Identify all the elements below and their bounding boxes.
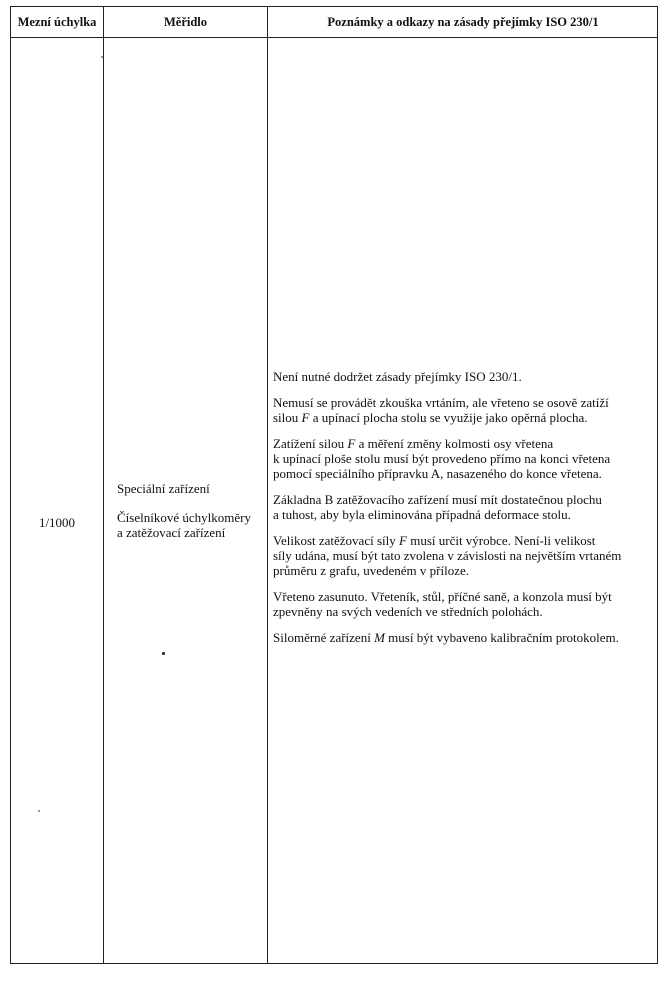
notes-column	[273, 369, 653, 656]
header-tolerance: Mezní úchylka	[17, 14, 97, 29]
header-measuring: Měřidlo	[163, 14, 208, 29]
scan-speck	[38, 810, 40, 812]
column-divider	[267, 7, 268, 963]
column-divider	[103, 7, 104, 963]
instrument-dial-gauges: Číselníkové úchylkoměry a zatěžovací zařízení	[117, 510, 251, 540]
scan-speck	[101, 56, 103, 58]
note-load-force: Velikost zatěžovací síly F musí určit výrobce. Není-li velikost síly udána, musí být tato zvolena v závislosti na největším vrtaném průměru z grafu, uvedeném v příloze.	[273, 533, 622, 578]
note-dynamometer: Siloměrné zařízení M musí být vybaveno kalibračním protokolem.	[273, 630, 619, 645]
note-iso: Není nutné dodržet zásady přejímky ISO 230/1.	[273, 369, 522, 384]
measuring-instruments	[117, 481, 262, 554]
inspection-table	[10, 6, 658, 964]
header-notes: Poznámky a odkazy na zásady přejímky ISO 230/1	[327, 14, 599, 29]
scan-speck	[162, 652, 165, 655]
note-load-measurement: Zatížení silou F a měření změny kolmosti osy vřetena k upínací ploše stolu musí být provedeno přímo na konci vřetena pomocí speciálního přípravku A, nasazeného do konce vřetena.	[273, 436, 611, 481]
note-axial-load: Nemusí se provádět zkouška vrtáním, ale vřeteno se osově zatíží silou F a upínací plocha stolu se využije jako opěrná plocha.	[273, 395, 609, 425]
note-base-b: Základna B zatěžovacího zařízení musí mít dostatečnou plochu a tuhost, aby byla eliminována případná deformace stolu.	[273, 492, 602, 522]
tolerance-value: 1/1000	[38, 515, 76, 530]
header-divider	[11, 37, 657, 38]
instrument-special-device: Speciální zařízení	[117, 481, 210, 496]
note-spindle: Vřeteno zasunuto. Vřeteník, stůl, příčné saně, a konzola musí být zpevněny na svých vedeních ve středních polohách.	[273, 589, 612, 619]
